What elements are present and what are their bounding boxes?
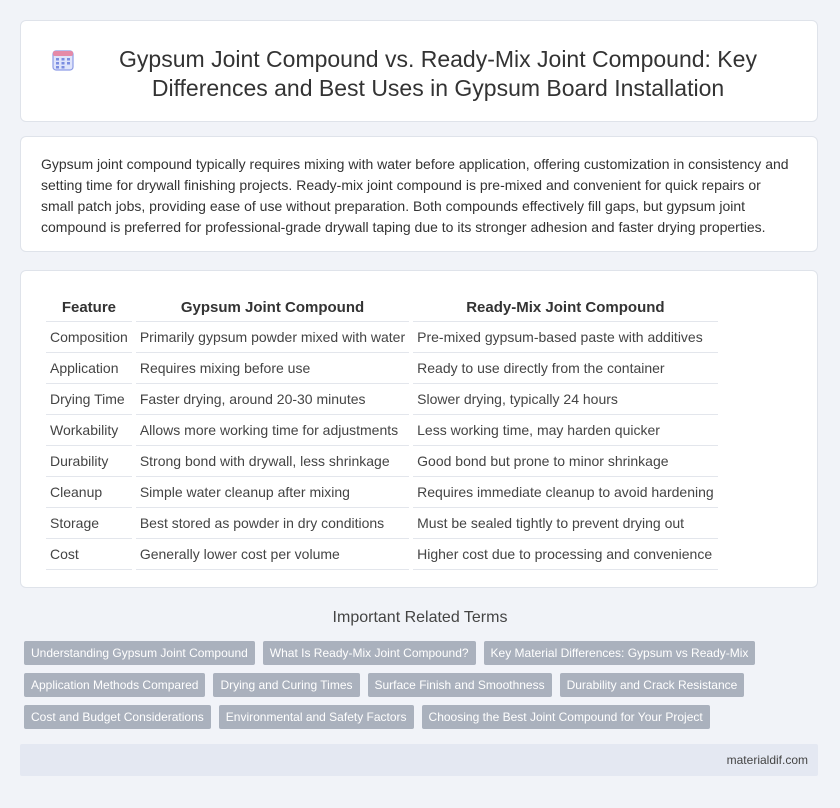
cell-ready-mix: Slower drying, typically 24 hours xyxy=(413,383,718,414)
cell-gypsum: Strong bond with drywall, less shrinkage xyxy=(136,445,409,476)
table-row xyxy=(46,538,718,570)
cell-gypsum: Primarily gypsum powder mixed with water xyxy=(136,321,409,352)
cell-feature: Workability xyxy=(46,414,132,445)
related-term-tag[interactable]: Choosing the Best Joint Compound for Your Project xyxy=(422,705,710,729)
header-ready-mix: Ready-Mix Joint Compound xyxy=(466,298,665,316)
related-term-tag[interactable]: Understanding Gypsum Joint Compound xyxy=(24,641,255,665)
title-card xyxy=(20,20,818,122)
related-term-tag[interactable]: Surface Finish and Smoothness xyxy=(368,673,552,697)
related-terms-list xyxy=(24,641,804,729)
page-title: Gypsum Joint Compound vs. Ready-Mix Joint Compound: Key Differences and Best Uses in Gypsum Board Installation xyxy=(119,46,757,101)
table-row xyxy=(46,414,718,445)
cell-feature: Composition xyxy=(46,321,132,352)
table-row xyxy=(46,352,718,383)
footer-bar xyxy=(20,744,818,776)
title-row xyxy=(21,21,817,103)
cell-gypsum: Faster drying, around 20-30 minutes xyxy=(136,383,409,414)
related-terms-title: Important Related Terms xyxy=(332,609,508,626)
comparison-table xyxy=(42,293,722,570)
cell-ready-mix: Good bond but prone to minor shrinkage xyxy=(413,445,718,476)
table-row xyxy=(46,476,718,507)
cell-feature: Storage xyxy=(46,507,132,538)
cell-gypsum: Requires mixing before use xyxy=(136,352,409,383)
cell-feature: Cost xyxy=(46,538,132,570)
related-term-tag[interactable]: Environmental and Safety Factors xyxy=(219,705,414,729)
table-row xyxy=(46,507,718,538)
comparison-table-card xyxy=(20,270,818,588)
cell-ready-mix: Must be sealed tightly to prevent drying out xyxy=(413,507,718,538)
table-row xyxy=(46,321,718,352)
calendar-icon xyxy=(51,48,75,72)
related-term-tag[interactable]: Drying and Curing Times xyxy=(213,673,359,697)
related-term-tag[interactable]: Cost and Budget Considerations xyxy=(24,705,211,729)
cell-feature: Application xyxy=(46,352,132,383)
related-term-tag[interactable]: Durability and Crack Resistance xyxy=(560,673,745,697)
cell-ready-mix: Ready to use directly from the container xyxy=(413,352,718,383)
table-row xyxy=(46,383,718,414)
table-row xyxy=(46,445,718,476)
header-gypsum: Gypsum Joint Compound xyxy=(180,298,365,316)
cell-gypsum: Generally lower cost per volume xyxy=(136,538,409,570)
cell-feature: Durability xyxy=(46,445,132,476)
cell-gypsum: Best stored as powder in dry conditions xyxy=(136,507,409,538)
cell-feature: Drying Time xyxy=(46,383,132,414)
related-term-tag[interactable]: Key Material Differences: Gypsum vs Ready-Mix xyxy=(484,641,756,665)
cell-feature: Cleanup xyxy=(46,476,132,507)
related-term-tag[interactable]: What Is Ready-Mix Joint Compound? xyxy=(263,641,476,665)
cell-ready-mix: Less working time, may harden quicker xyxy=(413,414,718,445)
table-header-row xyxy=(46,293,718,321)
header-feature: Feature xyxy=(61,298,116,316)
cell-ready-mix: Pre-mixed gypsum-based paste with additives xyxy=(413,321,718,352)
cell-gypsum: Allows more working time for adjustments xyxy=(136,414,409,445)
related-term-tag[interactable]: Application Methods Compared xyxy=(24,673,205,697)
intro-card xyxy=(20,136,818,252)
cell-gypsum: Simple water cleanup after mixing xyxy=(136,476,409,507)
cell-ready-mix: Higher cost due to processing and convenience xyxy=(413,538,718,570)
intro-paragraph: Gypsum joint compound typically requires mixing with water before application, offering customization in consistency and setting time for drywall finishing projects. Ready-mix joint compound is pre-mixed and convenient for quick repairs or small patch jobs, providing ease of use without preparation. Both compounds effectively fill gaps, but gypsum joint compound is preferred for professional-grade drywall taping due to its stronger adhesion and faster drying properties. xyxy=(41,156,789,235)
footer-site-link[interactable]: materialdif.com xyxy=(726,753,808,767)
cell-ready-mix: Requires immediate cleanup to avoid hardening xyxy=(413,476,718,507)
